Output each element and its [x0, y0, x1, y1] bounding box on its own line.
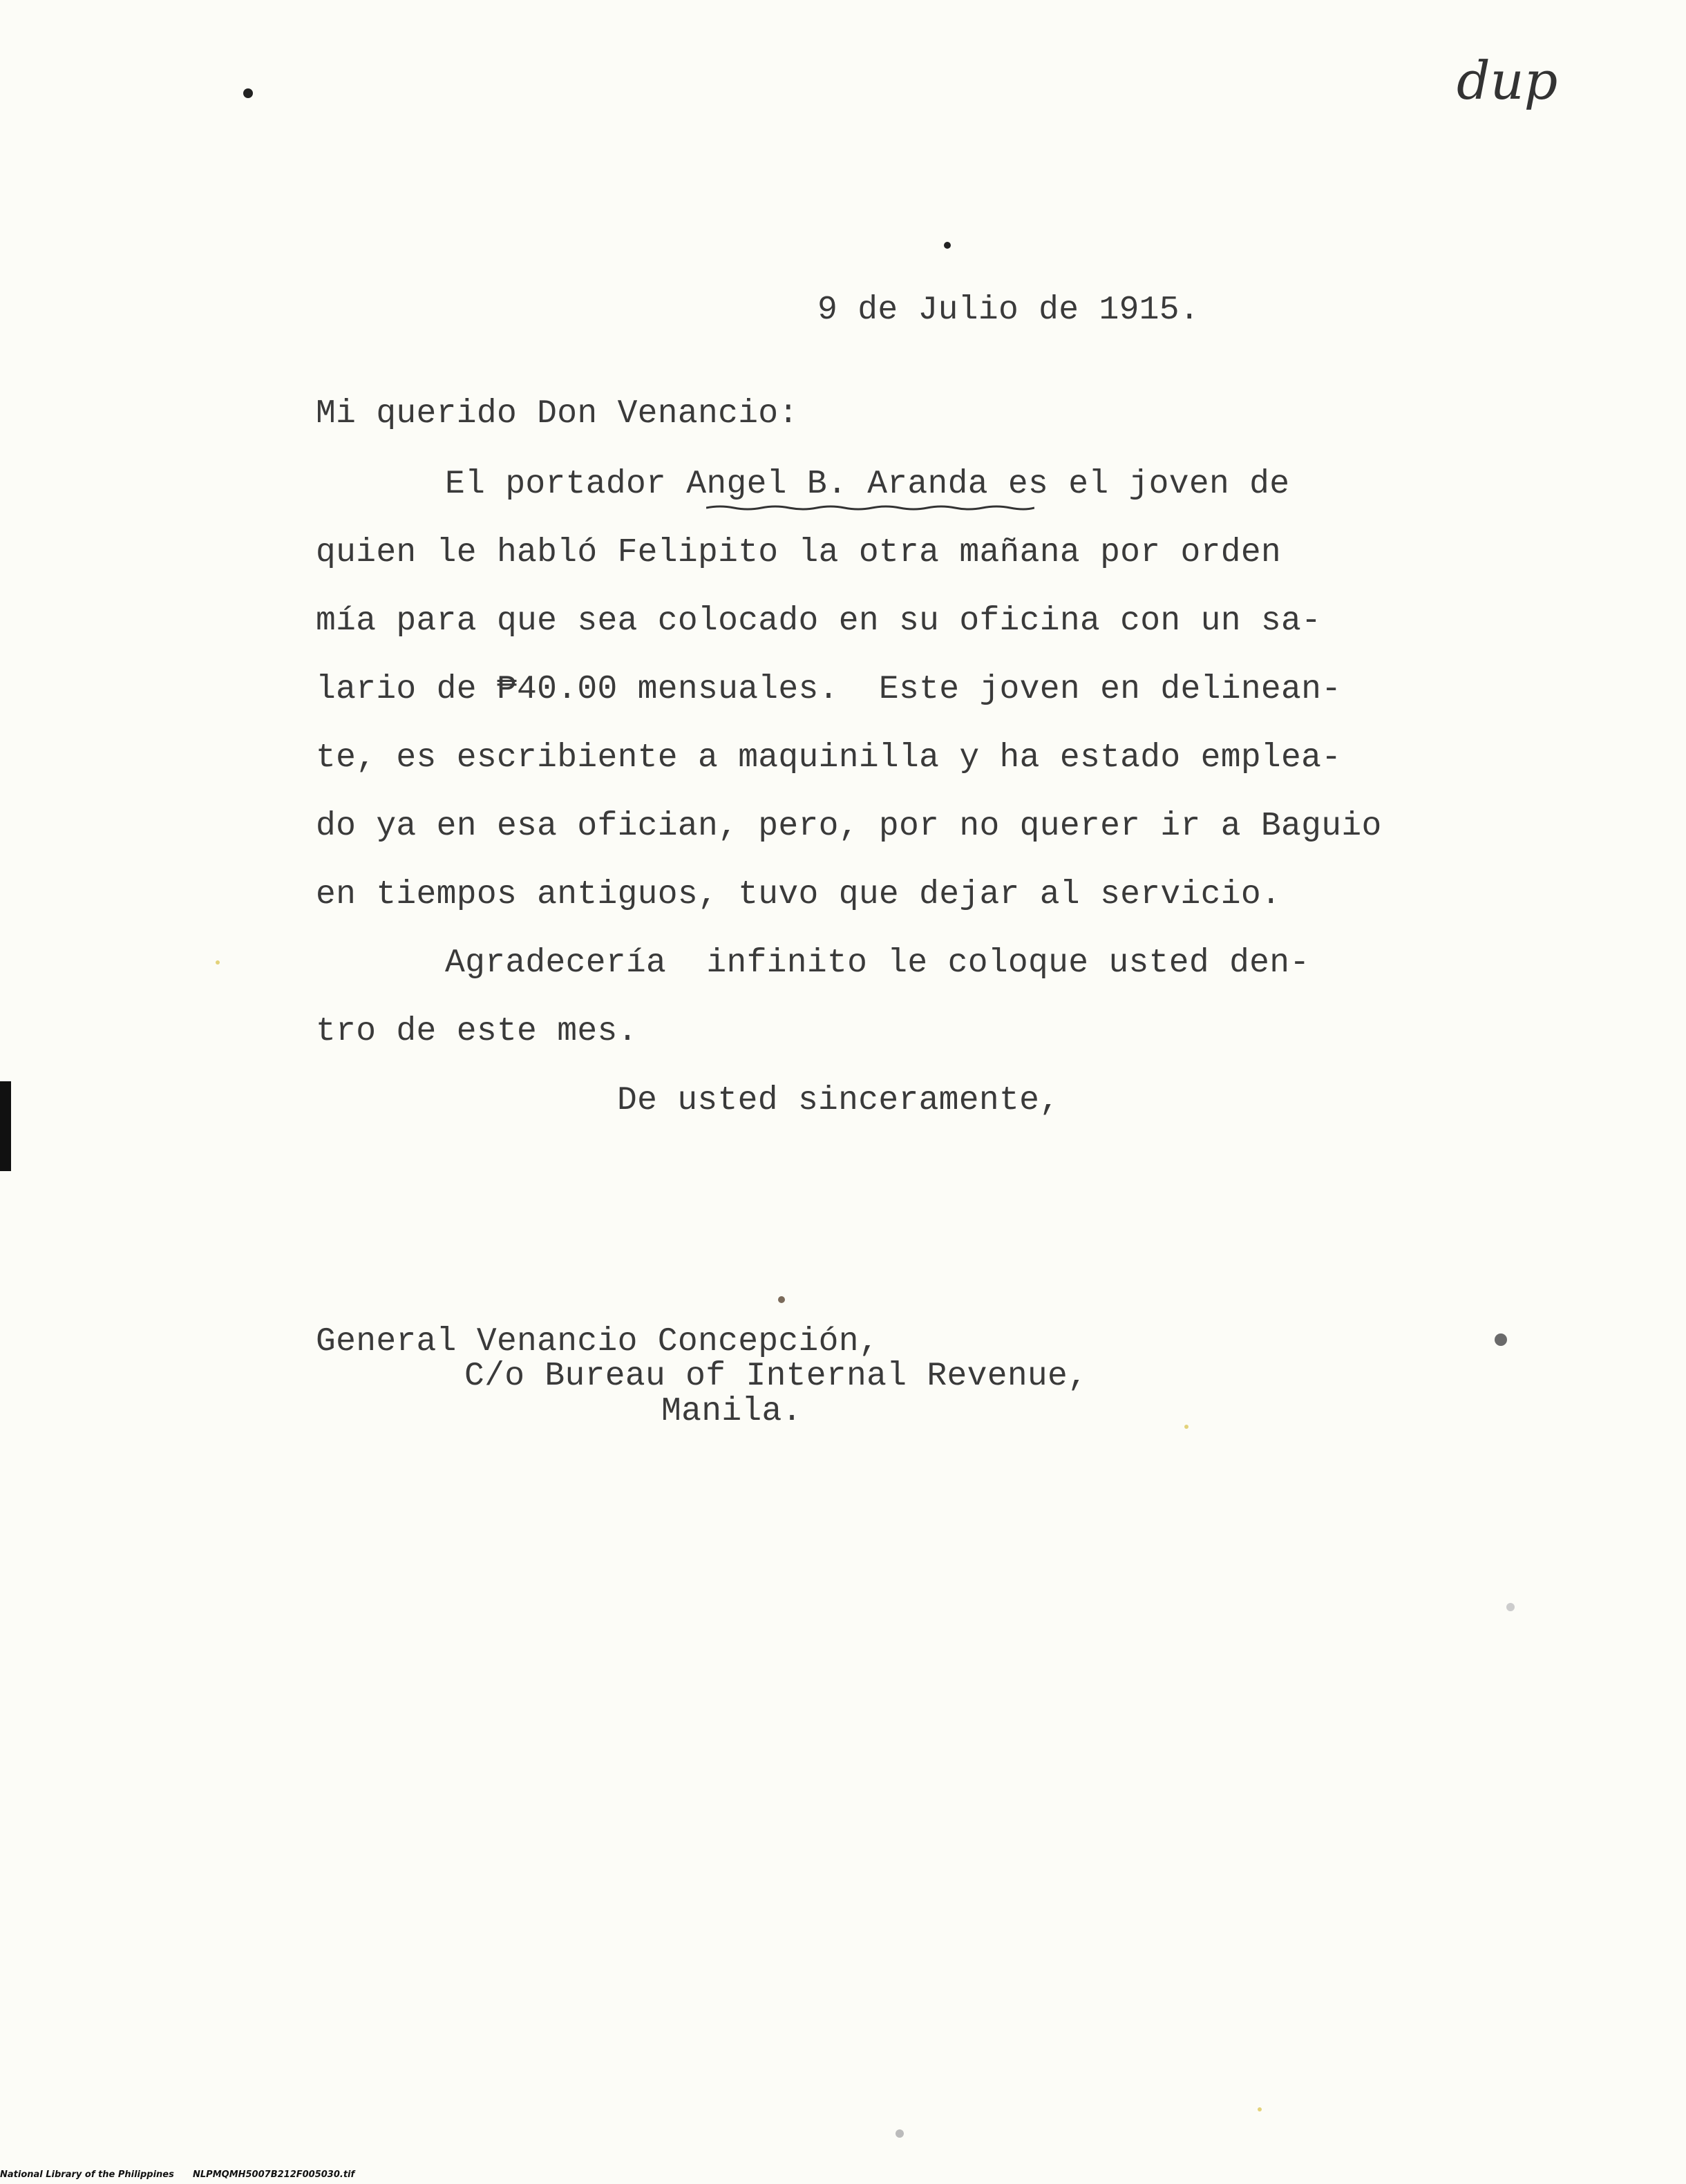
paper-speck [1506, 1603, 1515, 1611]
footer-file-name: NLPMQMH5007B212F005030.tif [193, 2169, 355, 2180]
name-underline [706, 504, 1034, 511]
body-line: te, es escribiente a maquinilla y ha estado emplea- [316, 739, 1342, 777]
paper-speck [1184, 1425, 1188, 1429]
body-line: El portador Angel B. Aranda es el joven de [445, 466, 1290, 503]
paper-speck [216, 960, 220, 965]
paper-speck [1495, 1333, 1507, 1346]
body-line: mía para que sea colocado en su oficina con un sa- [316, 602, 1322, 640]
footer-institution: National Library of the Philippines [0, 2169, 174, 2180]
salutation: Mi querido Don Venancio: [316, 395, 799, 433]
body-line: do ya en esa ofician, pero, por no querer ir a Baguio [316, 808, 1382, 845]
paper-speck [896, 2129, 904, 2138]
paper-speck [243, 88, 253, 98]
binding-edge-mark [0, 1081, 11, 1171]
address-line: General Venancio Concepción, [316, 1323, 879, 1360]
closing: De usted sinceramente, [617, 1082, 1060, 1119]
address-line: Manila. [661, 1393, 802, 1430]
address-line: C/o Bureau of Internal Revenue, [464, 1358, 1088, 1395]
paper-speck [778, 1296, 785, 1303]
handwritten-annotation: dup [1457, 50, 1558, 111]
body-line: tro de este mes. [316, 1013, 638, 1050]
body-line: lario de ₱40.00 mensuales. Este joven en delinean- [316, 671, 1342, 708]
body-line: en tiempos antiguos, tuvo que dejar al servicio. [316, 876, 1282, 913]
paper-speck [944, 242, 951, 249]
body-line: Agradecería infinito le coloque usted den- [445, 944, 1310, 982]
archive-footer [0, 2169, 354, 2180]
body-line: quien le habló Felipito la otra mañana por orden [316, 534, 1282, 571]
paper-speck [1258, 2107, 1262, 2111]
letter-date: 9 de Julio de 1915. [817, 292, 1200, 329]
